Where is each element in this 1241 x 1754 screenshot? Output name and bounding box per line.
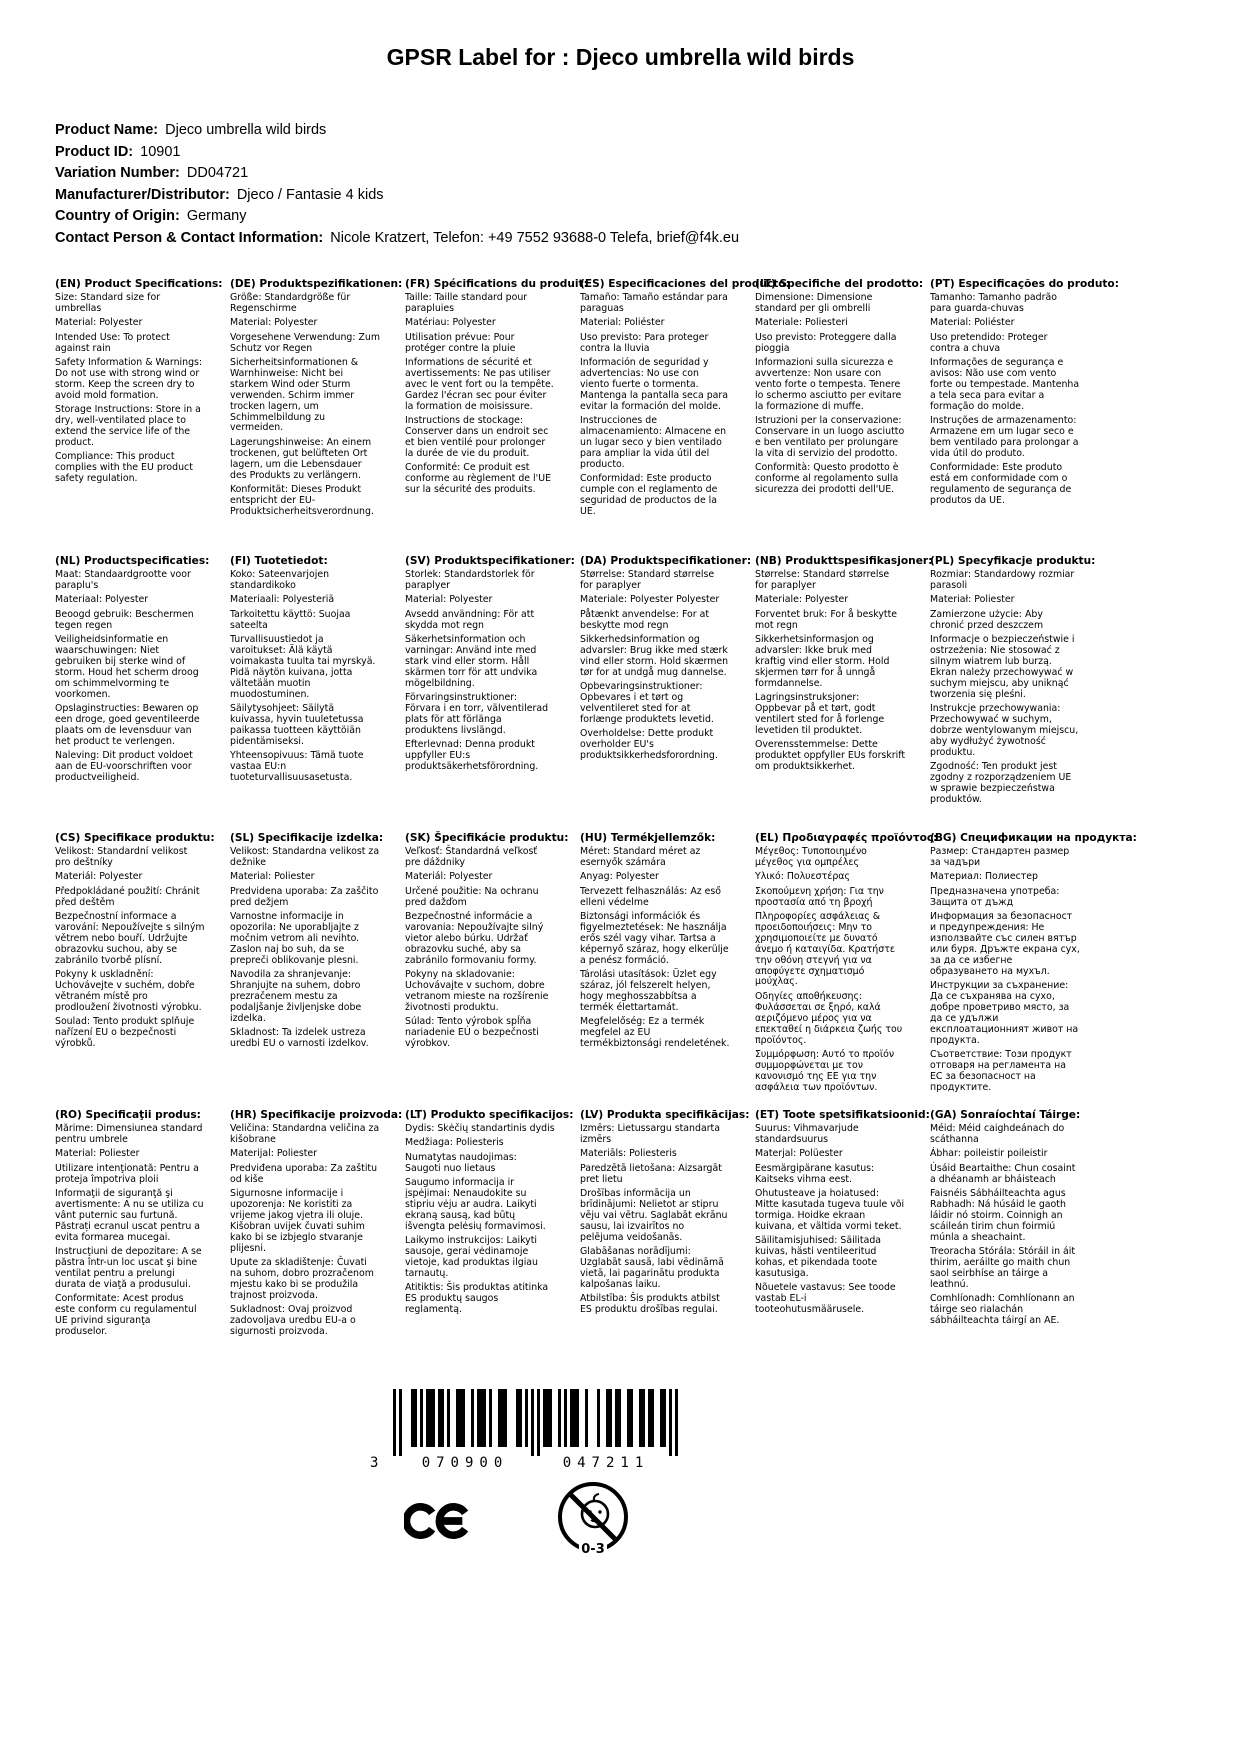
- spec-paragraph: Naleving: Dit product voldoet aan de EU-voorschriften voor productveiligheid.: [55, 750, 193, 783]
- spec-body: [930, 570, 1080, 806]
- spec-block-pt: [930, 278, 1119, 555]
- spec-body: [755, 1124, 905, 1316]
- spec-paragraph: Zgodność: Ten produkt jest zgodny z rozporządzeniem UE w sprawie bezpieczeństwa produktów.: [930, 761, 1072, 805]
- spec-paragraph: Matériau: Polyester: [405, 317, 496, 329]
- spec-paragraph: Съответствие: Този продукт отговаря на регламента на ЕС за безопасност на продуктите.: [930, 1048, 1072, 1093]
- page-title: GPSR Label for : Djeco umbrella wild birds: [386, 44, 855, 70]
- product-info-value: Germany: [186, 208, 247, 224]
- spec-paragraph: Medžiaga: Poliesteris: [405, 1137, 504, 1149]
- spec-paragraph: Lagringsinstruksjoner: Oppbevar på et tørt, godt ventilert sted for å forlenge levetiden til produktet.: [755, 692, 885, 736]
- spec-paragraph: Predviđena uporaba: Za zaštitu od kiše: [230, 1162, 378, 1185]
- product-info-label: Variation Number:: [55, 165, 180, 181]
- barcode-module: [675, 1389, 678, 1456]
- product-info-label: Contact Person & Contact Information:: [55, 229, 324, 246]
- spec-body: [55, 847, 205, 1050]
- product-info-value: Nicole Kratzert, Telefon: +49 7552 93688-0 Telefa, brief@f4k.eu: [330, 229, 740, 246]
- spec-paragraph: Materiāls: Poliesteris: [580, 1148, 677, 1160]
- spec-paragraph: Opbevaringsinstruktioner: Opbevares i et tørt og velventileret sted for at forlænge produktets levetid.: [580, 681, 714, 725]
- spec-paragraph: Sigurnosne informacije i upozorenja: Ne koristiti za vrijeme jakog vjetra ili oluje. Kišobran uvijek čuvati suhim kako bi se izbjeglo stvaranje plijesni.: [230, 1188, 365, 1254]
- spec-header: (LT) Produkto specifikacijos:: [405, 1109, 574, 1121]
- spec-body: [405, 847, 555, 1050]
- spec-paragraph: Tamaño: Tamaño estándar para paraguas: [580, 292, 728, 314]
- spec-paragraph: Opslaginstructies: Bewaren op een droge, goed geventileerde plaats om de levensduur van het product te verlengen.: [55, 702, 200, 747]
- spec-paragraph: Conformidad: Este producto cumple con el reglamento de seguridad de productos de la UE.: [580, 473, 718, 517]
- spec-header: (SK) Špecifikácie produktu:: [405, 832, 569, 844]
- spec-paragraph: Informazioni sulla sicurezza e avvertenze: Non usare con vento forte o tempesta. Tenere lo schermo asciutto per evitare la formazione di muffe.: [755, 357, 902, 412]
- spec-block-fi: [230, 555, 380, 832]
- spec-body: [230, 1124, 380, 1338]
- spec-header: (ES) Especificaciones del producto:: [580, 278, 790, 290]
- spec-paragraph: Material: Polyester: [405, 594, 493, 606]
- spec-paragraph: Tarkoitettu käyttö: Suojaa sateelta: [230, 608, 351, 631]
- spec-paragraph: Zamierzone użycie: Aby chronić przed deszczem: [930, 608, 1044, 631]
- spec-paragraph: Veličina: Standardna veličina za kišobrane: [230, 1123, 380, 1145]
- spec-paragraph: Materiál: Polyester: [55, 871, 143, 883]
- spec-paragraph: Navodila za shranjevanje: Shranjujte na suhem, dobro prezračenem mestu za podaljšanje življenjske dobe izdelka.: [230, 969, 362, 1024]
- spec-header: (SV) Produktspecifikationer:: [405, 555, 575, 567]
- spec-paragraph: Varnostne informacije in opozorila: Ne uporabljajte z močnim vetrom ali nevihto. Zaslon naj bo suh, da se prepreči oblikovanje plesni.: [230, 911, 360, 966]
- spec-body: [230, 570, 380, 784]
- spec-paragraph: Safety Information & Warnings: Do not use with strong wind or storm. Keep the screen dry to avoid mold formation.: [55, 357, 203, 401]
- spec-paragraph: Atbilstība: Šis produkts atbilst ES produktu drošības regulai.: [580, 1293, 720, 1316]
- spec-paragraph: Konformität: Dieses Produkt entspricht der EU-Produktsicherheitsverordnung.: [230, 484, 374, 517]
- spec-block-it: [755, 278, 924, 555]
- spec-paragraph: Conformidade: Este produto está em conformidade com o regulamento de segurança de produtos da UE.: [930, 462, 1072, 506]
- spec-header: (CS) Specifikace produktu:: [55, 832, 215, 844]
- spec-paragraph: Úsáid Beartaithe: Chun cosaint a dhéanamh ar bháisteach: [930, 1162, 1076, 1185]
- age-warning-label: 0-3: [581, 1542, 605, 1557]
- product-info-value: Djeco / Fantasie 4 kids: [236, 186, 384, 203]
- spec-paragraph: Säilytysohjeet: Säilytä kuivassa, hyvin tuuletetussa paikassa tuotteen käyttöiän pidentämiseksi.: [230, 702, 364, 747]
- spec-header: (ET) Toote spetsifikatsioonid:: [755, 1109, 930, 1121]
- spec-header: (HU) Termékjellemzők:: [580, 832, 716, 844]
- spec-paragraph: Velikost: Standardna velikost za dežnike: [230, 846, 380, 868]
- spec-paragraph: Pokyny na skladovanie: Uchovávajte v suchom, dobre vetranom mieste na rozšírenie životnosti produktu.: [405, 969, 549, 1013]
- spec-body: [230, 293, 380, 518]
- spec-paragraph: Informacje o bezpieczeństwie i ostrzeżenia: Nie stosować z silnym wiatrem lub burzą. Ekran należy przechowywać w suchym miejscu, aby uniknąć tworzenia się pleśni.: [930, 634, 1075, 700]
- product-info-label: Product ID:: [55, 143, 134, 160]
- spec-paragraph: Utilisation prévue: Pour protéger contre la pluie: [405, 331, 516, 354]
- spec-block-hu: [580, 832, 730, 1109]
- spec-paragraph: Materiaal: Polyester: [55, 594, 149, 606]
- barcode-digits-group2: 047211: [562, 1455, 650, 1471]
- spec-paragraph: Maat: Standaardgrootte voor paraplu's: [55, 569, 191, 591]
- spec-body: [930, 1124, 1080, 1327]
- spec-header: (GA) Sonraíochtaí Táirge:: [930, 1109, 1081, 1121]
- spec-paragraph: Mărime: Dimensiunea standard pentru umbrele: [55, 1123, 203, 1145]
- spec-paragraph: Informações de segurança e avisos: Não use com vento forte ou tempestade. Mantenha a tela seca para evitar a formação do molde.: [930, 357, 1080, 412]
- spec-paragraph: Skladnost: Ta izdelek ustreza uredbi EU o varnosti izdelkov.: [230, 1027, 369, 1049]
- product-info-label: Manufacturer/Distributor:: [55, 186, 230, 203]
- product-info-value: 10901: [140, 143, 181, 160]
- spec-header: (NL) Productspecificaties:: [55, 555, 210, 567]
- spec-paragraph: Avsedd användning: För att skydda mot regn: [405, 608, 535, 631]
- spec-header: (BG) Спецификации на продукта:: [930, 832, 1137, 844]
- spec-paragraph: Säilitamisjuhised: Säilitada kuivas, hästi ventileeritud kohas, et pikendada toote kasutusiga.: [755, 1235, 882, 1279]
- spec-paragraph: Overensstemmelse: Dette produktet oppfyller EUs forskrift om produktsikkerhet.: [755, 739, 906, 772]
- spec-paragraph: Rozmiar: Standardowy rozmiar parasoli: [930, 569, 1075, 591]
- spec-header: (HR) Specifikacije proizvoda:: [230, 1109, 403, 1121]
- spec-paragraph: Sicherheitsinformationen & Warnhinweise: Nicht bei starkem Wind oder Sturm verwenden. Schirm immer trocken lagern, um Schimmelbildung zu vermeiden.: [230, 357, 359, 434]
- spec-paragraph: Taille: Taille standard pour parapluies: [405, 292, 528, 314]
- spec-block-nb: [755, 555, 933, 832]
- spec-block-pl: [930, 555, 1096, 832]
- spec-paragraph: Turvallisuustiedot ja varoitukset: Älä käytä voimakasta tuulta tai myrskyä. Pidä näytön kuivana, jotta vältetään muotin muodostuminen.: [230, 634, 376, 700]
- product-info-row: [55, 185, 739, 207]
- spec-paragraph: Размер: Стандартен размер за чадъри: [930, 846, 1070, 868]
- spec-paragraph: Nõuetele vastavus: See toode vastab EL-i tooteohutusmäärusele.: [755, 1282, 896, 1316]
- spec-paragraph: Vorgesehene Verwendung: Zum Schutz vor Regen: [230, 331, 380, 354]
- spec-paragraph: Megfelelőség: Ez a termék megfelel az EU termékbiztonsági rendeletének.: [580, 1016, 730, 1049]
- spec-paragraph: Påtænkt anvendelse: For at beskytte mod regn: [580, 608, 709, 631]
- spec-paragraph: Materiale: Polyester Polyester: [580, 594, 720, 606]
- spec-paragraph: Materiał: Poliester: [930, 594, 1015, 606]
- age-warning-icon: [556, 1478, 630, 1564]
- spec-paragraph: Saugumo informacija ir įspėjimai: Nenaudokite su stipriu vėju ar audra. Laikyti ekraną sausą, kad būtų išvengta pelėsių formavimosi.: [405, 1177, 546, 1232]
- spec-paragraph: Materjal: Polüester: [755, 1148, 843, 1160]
- spec-block-bg: [930, 832, 1137, 1109]
- spec-paragraph: Instrucciones de almacenamiento: Almacene en un lugar seco y bien ventilado para ampliar la vida útil del producto.: [580, 415, 727, 470]
- spec-paragraph: Uso pretendido: Proteger contra a chuva: [930, 331, 1048, 354]
- spec-block-de: [230, 278, 403, 555]
- spec-paragraph: Información de seguridad y advertencias: No use con viento fuerte o tormenta. Mantenga la pantalla seca para evitar la formación del molde.: [580, 357, 728, 412]
- spec-body: [755, 847, 905, 1094]
- spec-paragraph: Drošības informācija un brīdinājumi: Nelietot ar stipru vēju vai vētru. Saglabāt ekrānu sausu, lai izvairītos no pelējuma veidošanās.: [580, 1188, 728, 1243]
- product-info-value: Djeco umbrella wild birds: [165, 122, 327, 138]
- spec-paragraph: Atitiktis: Šis produktas atitinka ES produktų saugos reglamentą.: [405, 1282, 549, 1316]
- spec-paragraph: Materijal: Poliester: [230, 1148, 318, 1160]
- ce-mark-icon: [404, 1492, 470, 1554]
- spec-paragraph: Material: Poliester: [230, 871, 315, 883]
- spec-paragraph: Material: Polyester: [230, 317, 318, 329]
- spec-paragraph: Materiál: Polyester: [405, 871, 493, 883]
- spec-paragraph: Instructions de stockage: Conserver dans un endroit sec et bien ventilé pour prolonger la durée de vie du produit.: [405, 415, 549, 459]
- spec-block-en: [55, 278, 223, 555]
- spec-block-sl: [230, 832, 384, 1109]
- product-info-row: [55, 120, 739, 142]
- spec-paragraph: Sikkerhetsinformasjon og advarsler: Ikke bruk med kraftig vind eller storm. Hold skjermen tørr for å unngå formdannelse.: [755, 634, 890, 689]
- spec-paragraph: Informaţii de siguranţă şi avertismente: A nu se utiliza cu vânt puternic sau furtună. Păstrați ecranul uscat pentru a evita formarea mucegai.: [55, 1188, 204, 1243]
- spec-paragraph: Größe: Standardgröße für Regenschirme: [230, 292, 351, 314]
- spec-block-fr: [405, 278, 588, 555]
- spec-paragraph: Μέγεθος: Τυποποιημένο μέγεθος για ομπρέλες: [755, 846, 867, 868]
- spec-body: [580, 293, 730, 518]
- spec-paragraph: Σκοπούμενη χρήση: Για την προστασία από τη βροχή: [755, 885, 884, 908]
- spec-paragraph: Size: Standard size for umbrellas: [55, 292, 161, 314]
- spec-paragraph: Инструкции за съхранение: Да се съхранява на сухо, добре проветриво място, за да се удължи експлоатационният живот на продукта.: [930, 979, 1079, 1046]
- spec-paragraph: Instruções de armazenamento: Armazene em um lugar seco e bem ventilado para prolongar a vida útil do produto.: [930, 415, 1079, 459]
- spec-paragraph: Dimensione: Dimensione standard per gli ombrelli: [755, 292, 873, 314]
- spec-paragraph: Intended Use: To protect against rain: [55, 331, 170, 354]
- spec-header: (NB) Produkttspesifikasjoner:: [755, 555, 933, 567]
- spec-paragraph: Glabāšanas norādījumi: Uzglabāt sausā, labi vēdināmā vietā, lai pagarinātu produkta kalpošanas laiku.: [580, 1246, 724, 1290]
- spec-paragraph: Paredzētā lietošana: Aizsargāt pret lietu: [580, 1162, 722, 1185]
- product-info-row: [55, 206, 739, 228]
- spec-paragraph: Istruzioni per la conservazione: Conservare in un luogo asciutto e ben ventilato per prolungare la vita di servizio del prodotto.: [755, 415, 905, 459]
- spec-body: [405, 570, 555, 773]
- spec-paragraph: Anyag: Polyester: [580, 871, 659, 883]
- spec-header: (DA) Produktspecifikationer:: [580, 555, 752, 567]
- spec-paragraph: Veľkosť: Štandardná veľkosť pre dáždniky: [405, 846, 538, 868]
- spec-paragraph: Beoogd gebruik: Beschermen tegen regen: [55, 608, 194, 631]
- barcode-digits-group1: 070900: [421, 1455, 509, 1471]
- spec-grid: [55, 278, 1137, 1386]
- spec-block-es: [580, 278, 790, 555]
- spec-body: [755, 570, 905, 773]
- spec-paragraph: Uso previsto: Para proteger contra la lluvia: [580, 331, 709, 354]
- spec-paragraph: Méret: Standard méret az esernyők számára: [580, 846, 701, 868]
- spec-block-nl: [55, 555, 210, 832]
- spec-paragraph: Tamanho: Tamanho padrão para guarda-chuvas: [930, 292, 1057, 314]
- spec-paragraph: Instrukcje przechowywania: Przechowywać w suchym, dobrze wentylowanym miejscu, aby wydłużyć żywotność produktu.: [930, 702, 1079, 758]
- product-info-value: DD04721: [186, 165, 249, 181]
- spec-paragraph: Určené použitie: Na ochranu pred dažďom: [405, 885, 539, 908]
- spec-paragraph: Materiale: Poliesteri: [755, 317, 848, 329]
- spec-body: [580, 847, 730, 1050]
- spec-block-hr: [230, 1109, 403, 1386]
- spec-paragraph: Material: Poliéster: [930, 317, 1015, 329]
- spec-block-cs: [55, 832, 215, 1109]
- spec-paragraph: Dydis: Skėčių standartinis dydis: [405, 1123, 555, 1134]
- spec-paragraph: Treoracha Stórála: Stóráil in áit thirim, aeráilte go maith chun saol seirbhíse an táirge a leathnú.: [930, 1246, 1076, 1290]
- spec-block-sk: [405, 832, 569, 1109]
- spec-header: (DE) Produktspezifikationen:: [230, 278, 403, 290]
- spec-block-sv: [405, 555, 575, 832]
- spec-paragraph: Предназначена употреба: Защита от дъжд: [930, 885, 1060, 908]
- spec-paragraph: Storlek: Standardstorlek för paraplyer: [405, 569, 535, 591]
- spec-paragraph: Uso previsto: Proteggere dalla pioggia: [755, 331, 897, 354]
- spec-paragraph: Ohutusteave ja hoiatused: Mitte kasutada tugeva tuule või tormiga. Hoidke ekraan kuivana, et vältida vormi teket.: [755, 1188, 905, 1232]
- spec-header: (IT) Specifiche del prodotto:: [755, 278, 924, 290]
- spec-paragraph: Efterlevnad: Denna produkt uppfyller EU:s produktsäkerhetsförordning.: [405, 739, 539, 772]
- spec-paragraph: Předpokládané použití: Chránit před deštěm: [55, 885, 200, 908]
- product-info-label: Country of Origin:: [55, 208, 180, 224]
- spec-paragraph: Overholdelse: Dette produkt overholder EU's produktsikkerhedsforordning.: [580, 728, 718, 762]
- spec-paragraph: Säkerhetsinformation och varningar: Använd inte med stark vind eller storm. Håll skärmen torr för att undvika mögelbildning.: [405, 634, 538, 689]
- spec-paragraph: Materiale: Polyester: [755, 594, 849, 606]
- spec-header: (FI) Tuotetiedot:: [230, 555, 328, 567]
- spec-paragraph: Förvaringsinstruktioner: Förvara i en torr, välventilerad plats för att förlänga produktens livslängd.: [405, 692, 549, 736]
- spec-paragraph: Eesmärgipärane kasutus: Kaitseks vihma eest.: [755, 1162, 875, 1185]
- spec-paragraph: Soulad: Tento produkt splňuje nařízení EU o bezpečnosti výrobků.: [55, 1016, 195, 1049]
- spec-block-el: [755, 832, 938, 1109]
- spec-paragraph: Materiaali: Polyesteriä: [230, 594, 335, 606]
- spec-paragraph: Conformità: Questo prodotto è conforme al regolamento sulla sicurezza dei prodotti dell'UE.: [755, 462, 899, 495]
- barcode-bars: [393, 1389, 678, 1456]
- spec-block-lv: [580, 1109, 750, 1386]
- spec-paragraph: Størrelse: Standard størrelse for paraplyer: [580, 569, 715, 591]
- spec-paragraph: Conformitate: Acest produs este conform cu regulamentul UE privind siguranţa produselor.: [55, 1293, 197, 1337]
- spec-paragraph: Súlad: Tento výrobok spĺňa nariadenie EÚ o bezpečnosti výrobkov.: [405, 1016, 539, 1049]
- spec-header: (FR) Spécifications du produit:: [405, 278, 588, 290]
- spec-body: [55, 570, 205, 784]
- spec-header: (PL) Specyfikacje produktu:: [930, 555, 1096, 567]
- spec-body: [405, 1124, 555, 1316]
- product-info-row: [55, 163, 739, 185]
- spec-paragraph: Yhteensopivuus: Tämä tuote vastaa EU:n tuoteturvallisuusasetusta.: [230, 750, 364, 783]
- spec-paragraph: Συμμόρφωση: Αυτό το προϊόν συμμορφώνεται με τον κανονισμό της ΕΕ για την ασφάλεια των προϊόντων.: [755, 1048, 895, 1093]
- spec-header: (EN) Product Specifications:: [55, 278, 223, 290]
- spec-paragraph: Velikost: Standardní velikost pro deštníky: [55, 846, 188, 868]
- spec-paragraph: Bezpečnostné informácie a varovania: Nepoužívajte silný vietor alebo búrku. Udržať obrazovku suché, aby sa zabránilo formovaniu formy.: [405, 911, 544, 966]
- spec-paragraph: Comhlíonadh: Comhlíonann an táirge seo rialachán sábháilteachta táirgí an AE.: [930, 1293, 1075, 1326]
- spec-paragraph: Ábhar: poileistir poileistir: [930, 1148, 1048, 1160]
- spec-paragraph: Bezpečnostní informace a varování: Nepoužívejte s silným větrem nebo bouří. Udržujte obrazovku suchou, aby se zabránilo tvorbě plísní.: [55, 911, 205, 966]
- spec-paragraph: Utilizare intenţionată: Pentru a proteja împotriva ploii: [55, 1162, 199, 1185]
- product-info-row: [55, 142, 739, 164]
- spec-paragraph: Информация за безопасност и предупреждения: Не използвайте със силен вятър или буря. Дръжте екрана сух, за да се избегне образуването на мухъл.: [930, 911, 1080, 977]
- spec-body: [755, 293, 905, 496]
- spec-body: [930, 847, 1080, 1094]
- spec-header: (EL) Προδιαγραφές προϊόντος:: [755, 832, 938, 844]
- spec-paragraph: Størrelse: Standard størrelse for paraplyer: [755, 569, 890, 591]
- spec-block-ro: [55, 1109, 205, 1386]
- spec-paragraph: Οδηγίες αποθήκευσης: Φυλάσσεται σε ξηρό, καλά αεριζόμενο μέρος για να επεκταθεί η διάρκεια ζωής του προϊόντος.: [755, 990, 903, 1046]
- spec-block-da: [580, 555, 752, 832]
- product-info-label: Product Name:: [55, 122, 159, 138]
- barcode-digit-left: 3: [370, 1455, 379, 1471]
- spec-paragraph: Predvidena uporaba: Za zaščito pred dežjem: [230, 885, 379, 908]
- spec-paragraph: Biztonsági információk és figyelmeztetések: Ne használja erős szél vagy vihar. Tartsa a képernyő száraz, hogy elkerülje a penész formáció.: [580, 911, 729, 966]
- spec-body: [230, 847, 380, 1050]
- spec-block-et: [755, 1109, 930, 1386]
- spec-paragraph: Pokyny k uskladnění: Uchovávejte v suchém, dobře větraném místě pro prodloužení životnosti výrobku.: [55, 969, 202, 1013]
- product-info: [55, 120, 739, 249]
- spec-paragraph: Tárolási utasítások: Üzlet egy száraz, jól felszerelt helyen, hogy meghosszabbítsa a termék élettartamát.: [580, 969, 717, 1013]
- spec-paragraph: Numatytas naudojimas: Saugoti nuo lietaus: [405, 1151, 517, 1174]
- spec-paragraph: Informations de sécurité et avertissements: Ne pas utiliser avec le vent fort ou la tempête. Gardez l'écran sec pour éviter la formation de moisissure.: [405, 357, 554, 412]
- spec-paragraph: Tervezett felhasználás: Az eső elleni védelme: [580, 885, 722, 908]
- spec-paragraph: Материал: Полиестер: [930, 871, 1038, 883]
- spec-paragraph: Upute za skladištenje: Čuvati na suhom, dobro prozračenom mjestu kako bi se produžila trajnost proizvoda.: [230, 1256, 374, 1301]
- spec-paragraph: Πληροφορίες ασφάλειας & προειδοποιήσεις: Μην το χρησιμοποιείτε με δυνατό άνεμο ή καταιγίδα. Κρατήστε την οθόνη στεγνή για να αποφύγετε σχηματισμό μούχλας.: [755, 911, 895, 988]
- spec-block-ga: [930, 1109, 1080, 1386]
- spec-paragraph: Koko: Sateenvarjojen standardikoko: [230, 569, 330, 591]
- spec-paragraph: Faisnéis Sábháilteachta agus Rabhadh: Ná húsáid le gaoth láidir nó stoirm. Coinnigh an scáileán tirim chun foirmiú múnla a sheachaint.: [930, 1188, 1066, 1243]
- spec-paragraph: Compliance: This product complies with the EU product safety regulation.: [55, 451, 193, 485]
- spec-body: [55, 1124, 205, 1338]
- spec-paragraph: Υλικό: Πολυεστέρας: [755, 871, 850, 883]
- spec-paragraph: Material: Poliéster: [580, 317, 665, 329]
- spec-paragraph: Material: Polyester: [55, 317, 143, 329]
- spec-paragraph: Material: Poliester: [55, 1148, 140, 1160]
- spec-body: [55, 293, 205, 485]
- spec-paragraph: Lagerungshinweise: An einem trockenen, gut belüfteten Ort lagern, um die Lebensdauer des Produkts zu verlängern.: [230, 436, 372, 481]
- spec-paragraph: Veiligheidsinformatie en waarschuwingen: Niet gebruiken bij sterke wind of storm. Houd het scherm droog om schimmelvorming te voorkomen.: [55, 634, 199, 700]
- spec-paragraph: Forventet bruk: For å beskytte mot regn: [755, 608, 898, 631]
- spec-body: [405, 293, 555, 496]
- spec-header: (PT) Especificações do produto:: [930, 278, 1119, 290]
- spec-paragraph: Sukladnost: Ovaj proizvod zadovoljava uredbu EU-a o sigurnosti proizvoda.: [230, 1304, 356, 1337]
- spec-block-lt: [405, 1109, 574, 1386]
- spec-paragraph: Suurus: Vihmavarjude standardsuurus: [755, 1123, 859, 1145]
- spec-header: (RO) Specificaţii produs:: [55, 1109, 201, 1121]
- spec-paragraph: Izmērs: Lietussargu standarta izmērs: [580, 1123, 720, 1145]
- product-info-row: [55, 228, 739, 250]
- spec-paragraph: Storage Instructions: Store in a dry, well-ventilated place to extend the service life of the product.: [55, 404, 201, 448]
- spec-paragraph: Instrucţiuni de depozitare: A se păstra într-un loc uscat şi bine ventilat pentru a prelungi durata de viaţă a produsului.: [55, 1246, 202, 1290]
- spec-body: [580, 570, 730, 762]
- spec-paragraph: Méid: Méid caighdeánach do scáthanna: [930, 1123, 1065, 1145]
- spec-header: (SL) Specifikacije izdelka:: [230, 832, 384, 844]
- spec-header: (LV) Produkta specifikācijas:: [580, 1109, 750, 1121]
- spec-body: [580, 1124, 730, 1316]
- spec-paragraph: Conformité: Ce produit est conforme au règlement de l'UE sur la sécurité des produits.: [405, 462, 552, 495]
- spec-paragraph: Laikymo instrukcijos: Laikyti sausoje, gerai vėdinamoje vietoje, kad produktas ilgiau tarnautų.: [405, 1235, 538, 1279]
- spec-body: [930, 293, 1080, 507]
- spec-paragraph: Sikkerhedsinformation og advarsler: Brug ikke med stærk vind eller storm. Hold skærmen tør for at undgå mug dannelse.: [580, 634, 729, 678]
